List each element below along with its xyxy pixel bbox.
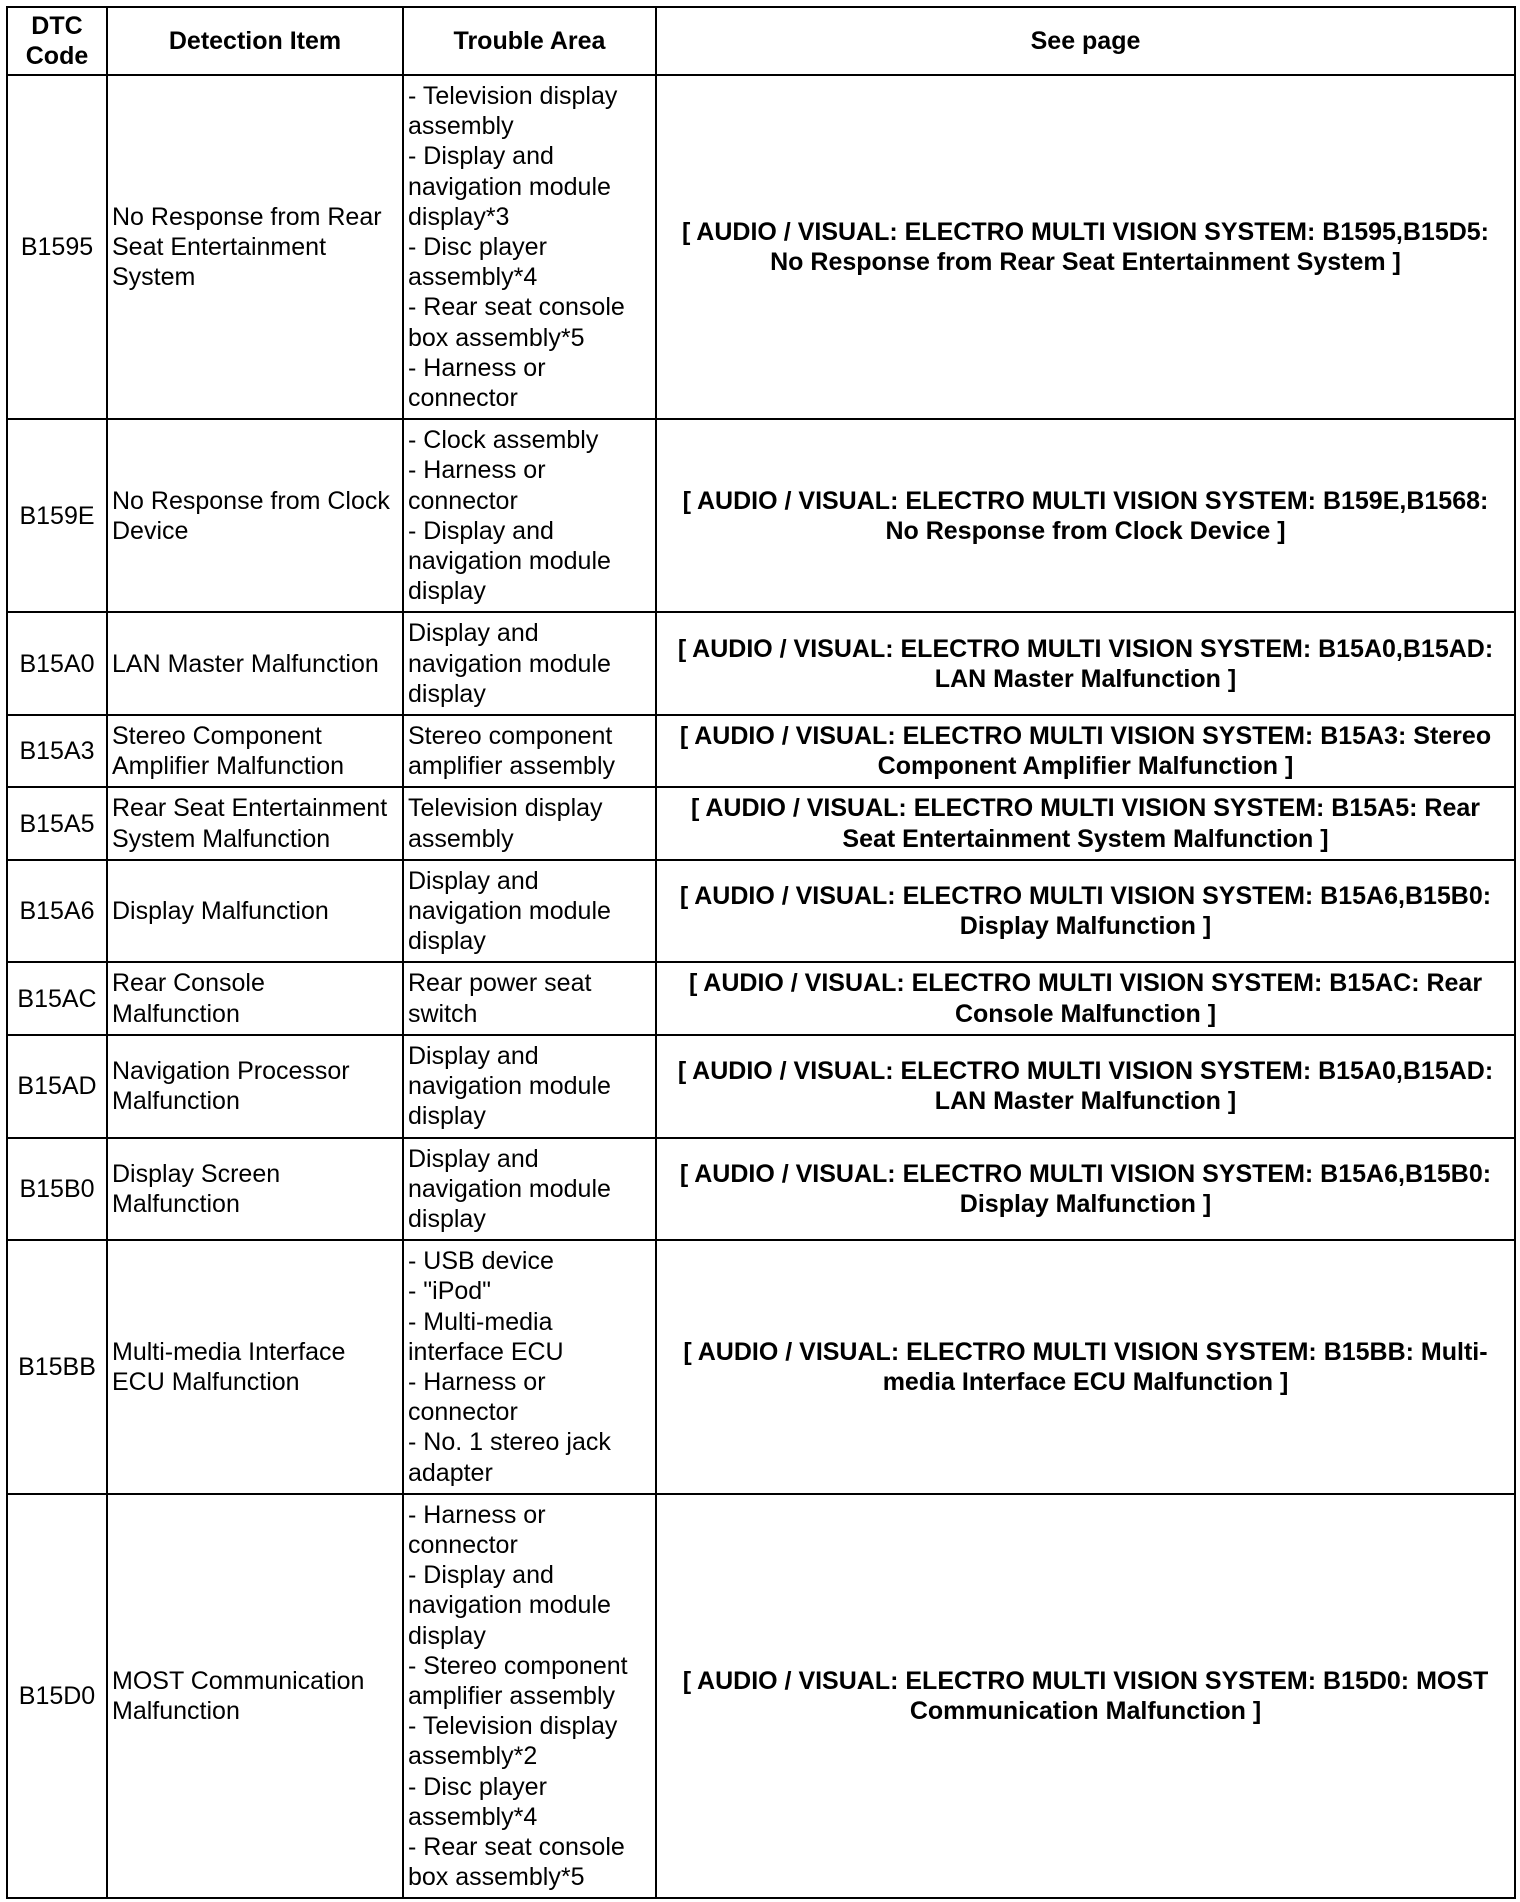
- trouble-area-line: - Harness or: [408, 1367, 546, 1396]
- trouble-area-line: - Disc player: [408, 233, 547, 262]
- trouble-area-line: adapter: [408, 1458, 493, 1487]
- table-row: [7, 962, 1515, 1034]
- see-page-cell: [656, 962, 1515, 1034]
- trouble-area-line: interface ECU: [408, 1337, 564, 1366]
- trouble-area-line: display*3: [408, 202, 510, 231]
- trouble-area-line: Display and: [408, 1041, 539, 1070]
- detection-item-cell: Stereo Component Amplifier Malfunction: [107, 715, 403, 787]
- table-row: [7, 419, 1515, 612]
- trouble-area-line: - Display and: [408, 142, 554, 171]
- dtc-code-cell: B15AC: [7, 962, 107, 1034]
- detection-item-cell: Display Screen Malfunction: [107, 1138, 403, 1241]
- trouble-area-line: connector: [408, 486, 518, 515]
- detection-item-cell: Multi-media Interface ECU Malfunction: [107, 1240, 403, 1494]
- header-dtc-code: [7, 7, 107, 75]
- see-page-link[interactable]: [ AUDIO / VISUAL: ELECTRO MULTI VISION SYSTEM: B15A0,B15AD: LAN Master Malfunction ]: [677, 1056, 1494, 1116]
- trouble-area-line: amplifier assembly: [408, 752, 616, 781]
- dtc-code-cell: B15BB: [7, 1240, 107, 1494]
- trouble-area-cell: [403, 1138, 656, 1241]
- table-header-row: [7, 7, 1515, 75]
- see-page-link[interactable]: [ AUDIO / VISUAL: ELECTRO MULTI VISION SYSTEM: B15D0: MOST Communication Malfunction ]: [682, 1666, 1489, 1726]
- trouble-area-line: display: [408, 1102, 486, 1131]
- table-row: [7, 860, 1515, 963]
- trouble-area-line: - USB device: [408, 1247, 554, 1276]
- trouble-area-line: assembly: [408, 112, 514, 141]
- trouble-area-cell: [403, 787, 656, 859]
- see-page-cell: [656, 1494, 1515, 1899]
- dtc-code-cell: B15D0: [7, 1494, 107, 1899]
- table-row: [7, 1138, 1515, 1241]
- trouble-area-line: assembly*4: [408, 1802, 538, 1831]
- trouble-area-cell: [403, 1240, 656, 1494]
- trouble-area-cell: [403, 75, 656, 419]
- dtc-code-cell: B159E: [7, 419, 107, 612]
- trouble-area-line: - Clock assembly: [408, 426, 599, 455]
- table-row: [7, 715, 1515, 787]
- detection-item-cell: MOST Communication Malfunction: [107, 1494, 403, 1899]
- detection-item-cell: Navigation Processor Malfunction: [107, 1035, 403, 1138]
- see-page-link[interactable]: [ AUDIO / VISUAL: ELECTRO MULTI VISION SYSTEM: B15A5: Rear Seat Entertainment System Malfunction ]: [691, 794, 1480, 853]
- table-row: [7, 612, 1515, 715]
- trouble-area-line: navigation module: [408, 1591, 611, 1620]
- detection-item-cell: Display Malfunction: [107, 860, 403, 963]
- see-page-link[interactable]: [ AUDIO / VISUAL: ELECTRO MULTI VISION SYSTEM: B1595,B15D5: No Response from Rear Seat Entertainment System ]: [681, 217, 1490, 277]
- header-trouble-area: Trouble Area: [403, 7, 656, 75]
- dtc-code-cell: B15AD: [7, 1035, 107, 1138]
- trouble-area-line: display: [408, 577, 486, 606]
- header-see-page: See page: [656, 7, 1515, 75]
- table-row: [7, 1035, 1515, 1138]
- detection-item-cell: Rear Console Malfunction: [107, 962, 403, 1034]
- see-page-cell: [656, 419, 1515, 612]
- trouble-area-cell: [403, 1035, 656, 1138]
- see-page-link[interactable]: [ AUDIO / VISUAL: ELECTRO MULTI VISION SYSTEM: B15A6,B15B0: Display Malfunction ]: [679, 1159, 1492, 1218]
- trouble-area-line: - Television display: [408, 1712, 618, 1741]
- trouble-area-line: navigation module: [408, 897, 611, 926]
- dtc-code-cell: B1595: [7, 75, 107, 419]
- trouble-area-line: navigation module: [408, 547, 611, 576]
- dtc-table-page: [6, 6, 1516, 1899]
- dtc-code-cell: B15A5: [7, 787, 107, 859]
- trouble-area-line: - Display and: [408, 1561, 554, 1590]
- trouble-area-line: Rear power seat: [408, 969, 592, 998]
- header-dtc-code-label: DTC Code: [25, 11, 89, 70]
- trouble-area-line: box assembly*5: [408, 1863, 585, 1892]
- trouble-area-line: Television display: [408, 794, 603, 823]
- dtc-code-cell: B15A0: [7, 612, 107, 715]
- dtc-table: [6, 6, 1516, 1899]
- see-page-cell: [656, 715, 1515, 787]
- table-row: [7, 787, 1515, 859]
- header-detection-item: Detection Item: [107, 7, 403, 75]
- see-page-cell: [656, 1240, 1515, 1494]
- detection-item-cell: No Response from Clock Device: [107, 419, 403, 612]
- trouble-area-cell: [403, 860, 656, 963]
- trouble-area-line: navigation module: [408, 1174, 611, 1203]
- detection-item-cell: No Response from Rear Seat Entertainment System: [107, 75, 403, 419]
- table-row: [7, 1240, 1515, 1494]
- trouble-area-line: - Multi-media: [408, 1307, 553, 1336]
- trouble-area-line: navigation module: [408, 172, 611, 201]
- trouble-area-line: Display and: [408, 1144, 539, 1173]
- see-page-cell: [656, 860, 1515, 963]
- trouble-area-line: display: [408, 679, 486, 708]
- trouble-area-line: - No. 1 stereo jack: [408, 1428, 611, 1457]
- detection-item-cell: LAN Master Malfunction: [107, 612, 403, 715]
- trouble-area-line: connector: [408, 384, 518, 413]
- dtc-code-cell: B15A3: [7, 715, 107, 787]
- table-row: [7, 1494, 1515, 1899]
- trouble-area-cell: [403, 419, 656, 612]
- trouble-area-line: - Stereo component: [408, 1651, 628, 1680]
- trouble-area-line: connector: [408, 1398, 518, 1427]
- see-page-link[interactable]: [ AUDIO / VISUAL: ELECTRO MULTI VISION SYSTEM: B15A0,B15AD: LAN Master Malfunction ]: [677, 634, 1494, 693]
- trouble-area-line: assembly: [408, 824, 514, 853]
- trouble-area-line: - Disc player: [408, 1772, 547, 1801]
- see-page-link[interactable]: [ AUDIO / VISUAL: ELECTRO MULTI VISION SYSTEM: B15A3: Stereo Component Amplifier Malfunction ]: [679, 722, 1492, 781]
- trouble-area-line: - Rear seat console: [408, 293, 625, 322]
- trouble-area-line: - Television display: [408, 82, 618, 110]
- dtc-code-cell: B15A6: [7, 860, 107, 963]
- trouble-area-line: amplifier assembly: [408, 1681, 616, 1710]
- trouble-area-line: - Rear seat console: [408, 1832, 625, 1861]
- trouble-area-line: assembly*4: [408, 263, 538, 292]
- trouble-area-line: connector: [408, 1530, 518, 1559]
- see-page-cell: [656, 1138, 1515, 1241]
- trouble-area-line: - Display and: [408, 516, 554, 545]
- dtc-code-cell: B15B0: [7, 1138, 107, 1241]
- trouble-area-line: Stereo component: [408, 722, 613, 751]
- trouble-area-line: display: [408, 1204, 486, 1233]
- trouble-area-line: Display and: [408, 866, 539, 895]
- trouble-area-cell: [403, 715, 656, 787]
- trouble-area-line: - Harness or: [408, 1500, 546, 1529]
- trouble-area-cell: [403, 1494, 656, 1899]
- trouble-area-line: navigation module: [408, 1072, 611, 1101]
- trouble-area-line: Display and: [408, 619, 539, 648]
- trouble-area-line: - Harness or: [408, 353, 546, 382]
- trouble-area-cell: [403, 962, 656, 1034]
- table-body: [7, 75, 1515, 1898]
- trouble-area-line: assembly*2: [408, 1742, 538, 1771]
- trouble-area-line: display: [408, 1621, 486, 1650]
- see-page-link[interactable]: [ AUDIO / VISUAL: ELECTRO MULTI VISION SYSTEM: B159E,B1568: No Response from Clock Device ]: [682, 486, 1489, 545]
- trouble-area-line: box assembly*5: [408, 323, 585, 352]
- see-page-cell: [656, 75, 1515, 419]
- detection-item-cell: Rear Seat Entertainment System Malfunction: [107, 787, 403, 859]
- trouble-area-cell: [403, 612, 656, 715]
- see-page-link[interactable]: [ AUDIO / VISUAL: ELECTRO MULTI VISION SYSTEM: B15AC: Rear Console Malfunction ]: [688, 969, 1483, 1028]
- see-page-cell: [656, 612, 1515, 715]
- trouble-area-line: switch: [408, 999, 478, 1028]
- trouble-area-line: navigation module: [408, 649, 611, 678]
- trouble-area-line: display: [408, 927, 486, 956]
- see-page-link[interactable]: [ AUDIO / VISUAL: ELECTRO MULTI VISION SYSTEM: B15BB: Multi-media Interface ECU Malfunction ]: [683, 1337, 1488, 1396]
- see-page-cell: [656, 1035, 1515, 1138]
- trouble-area-line: - "iPod": [408, 1277, 492, 1306]
- see-page-link[interactable]: [ AUDIO / VISUAL: ELECTRO MULTI VISION SYSTEM: B15A6,B15B0: Display Malfunction ]: [679, 881, 1492, 941]
- trouble-area-line: - Harness or: [408, 456, 546, 485]
- see-page-cell: [656, 787, 1515, 859]
- table-row: [7, 75, 1515, 419]
